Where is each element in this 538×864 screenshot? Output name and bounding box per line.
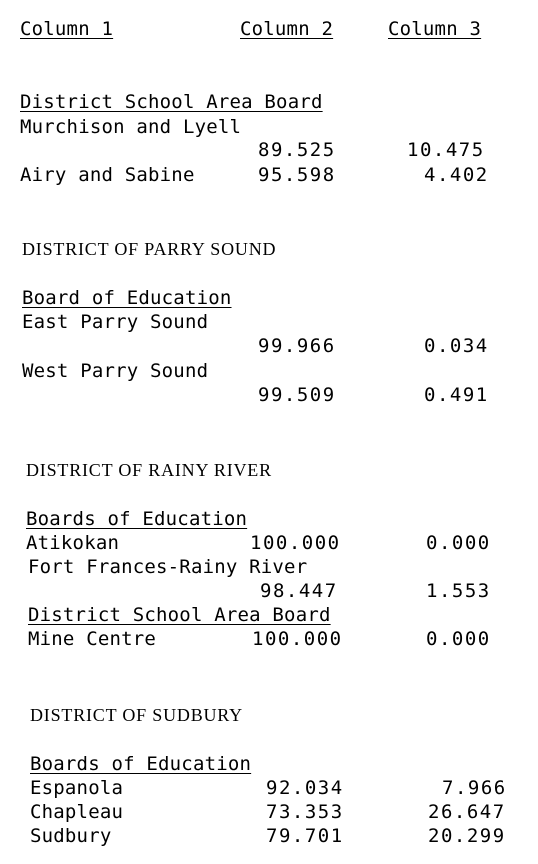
- row-col2-value: 79.701: [266, 825, 344, 847]
- row-col3-value: 0.034: [424, 335, 489, 357]
- district-heading: DISTRICT OF PARRY SOUND: [22, 239, 277, 259]
- column-3-header: Column 3: [388, 18, 482, 40]
- row-label: Chapleau: [30, 801, 124, 823]
- row-col3-value: 20.299: [428, 825, 506, 847]
- section-heading: Board of Education: [22, 287, 232, 309]
- row-label: Atikokan: [26, 532, 120, 554]
- column-1-header: Column 1: [20, 18, 114, 40]
- row-col3-value: 10.475: [407, 139, 485, 161]
- row-col3-value: 0.491: [424, 384, 489, 406]
- row-col2-value: 99.966: [258, 335, 336, 357]
- row-col3-value: 7.966: [442, 777, 507, 799]
- row-col3-value: 0.000: [426, 628, 491, 650]
- row-col2-value: 100.000: [252, 628, 343, 650]
- row-label: Mine Centre: [28, 628, 157, 650]
- row-col2-value: 99.509: [258, 384, 336, 406]
- row-col3-value: 26.647: [428, 801, 506, 823]
- row-col2-value: 98.447: [260, 580, 338, 602]
- row-col3-value: 0.000: [426, 532, 491, 554]
- row-col2-value: 73.353: [266, 801, 344, 823]
- row-col3-value: 1.553: [426, 580, 491, 602]
- row-col2-value: 92.034: [266, 777, 344, 799]
- row-label: Sudbury: [30, 825, 112, 847]
- section-heading: District School Area Board: [20, 91, 323, 113]
- row-col2-value: 95.598: [258, 164, 336, 186]
- section-heading: District School Area Board: [28, 604, 331, 626]
- row-label: Fort Frances-Rainy River: [28, 556, 308, 578]
- district-heading: DISTRICT OF RAINY RIVER: [26, 460, 272, 480]
- column-2-header: Column 2: [240, 18, 334, 40]
- row-col2-value: 100.000: [250, 532, 341, 554]
- row-label: West Parry Sound: [22, 360, 209, 382]
- section-heading: Boards of Education: [30, 753, 252, 775]
- row-label: Murchison and Lyell: [20, 116, 242, 138]
- row-label: East Parry Sound: [22, 311, 209, 333]
- row-label: Airy and Sabine: [20, 164, 195, 186]
- district-heading: DISTRICT OF SUDBURY: [30, 705, 243, 725]
- row-col3-value: 4.402: [424, 164, 489, 186]
- row-label: Espanola: [30, 777, 124, 799]
- row-col2-value: 89.525: [258, 139, 336, 161]
- section-heading: Boards of Education: [26, 508, 248, 530]
